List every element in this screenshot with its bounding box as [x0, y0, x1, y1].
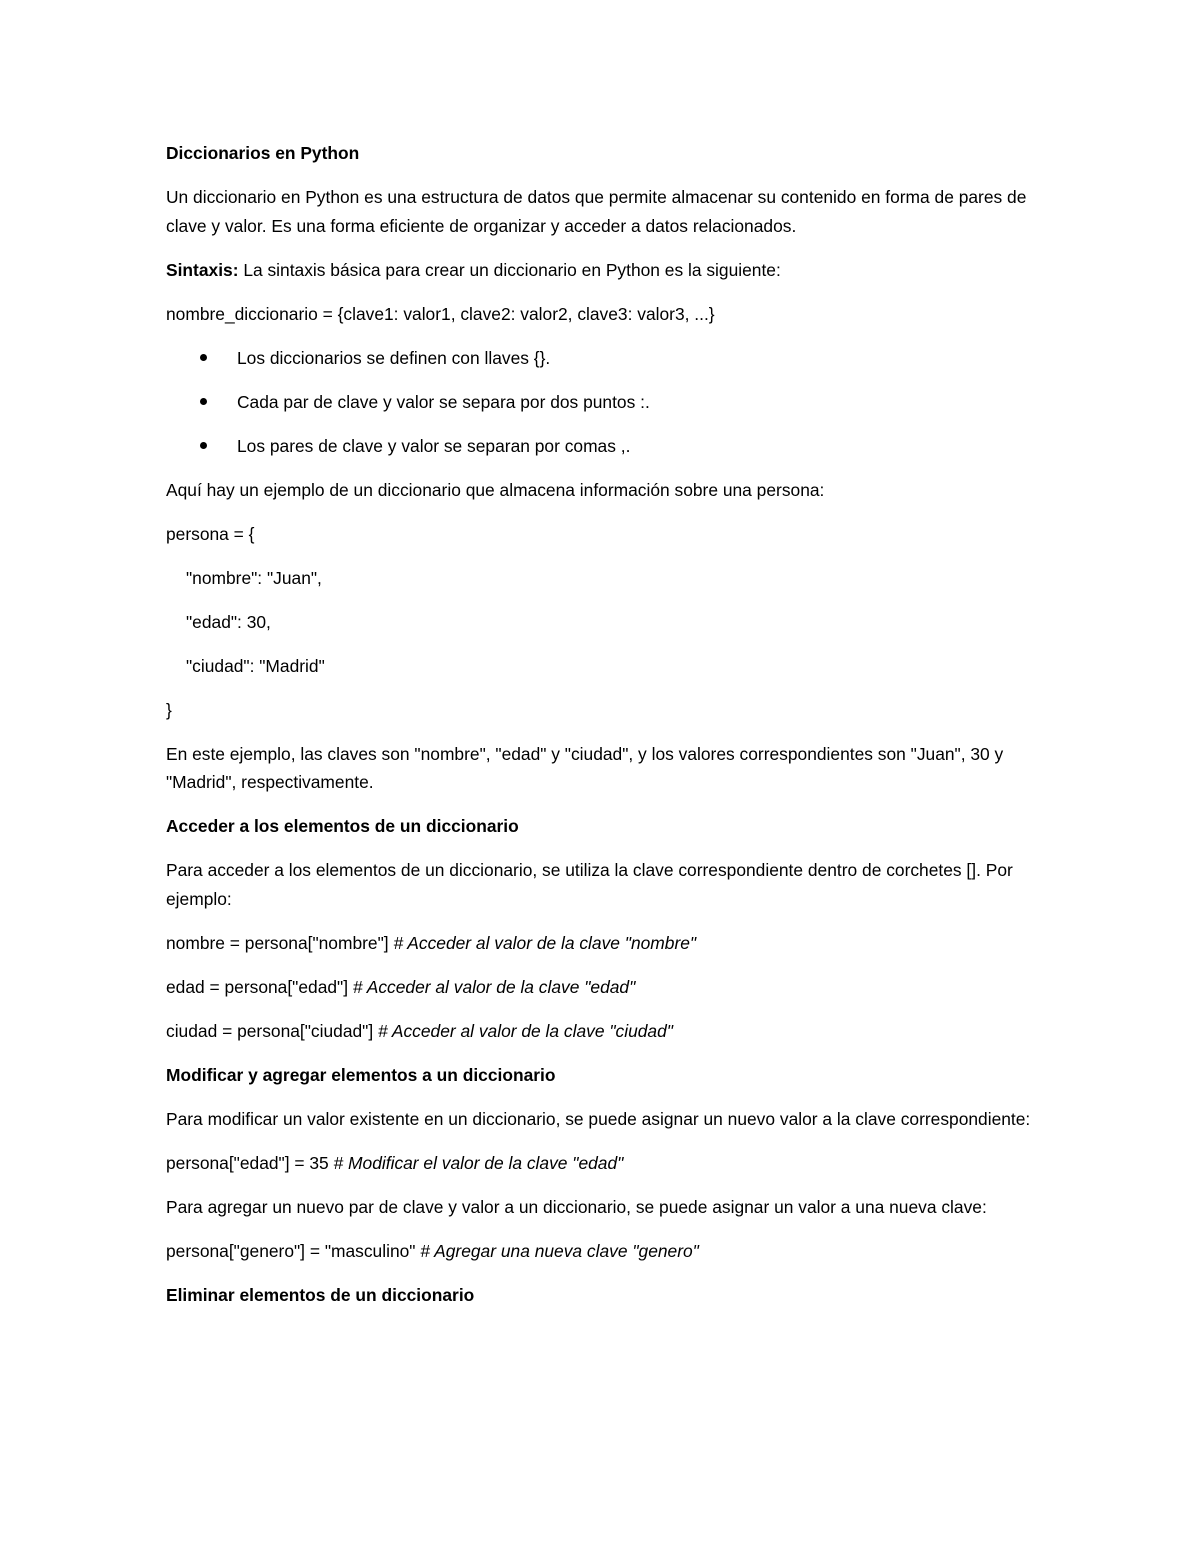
modify-paragraph: Para modificar un valor existente en un diccionario, se puede asignar un nuevo valor a la clave correspondiente: — [166, 1108, 1031, 1129]
add-code-line — [166, 1237, 1046, 1266]
bullet-icon — [200, 398, 207, 405]
example-explanation: En este ejemplo, las claves son "nombre", "edad" y "ciudad", y los valores correspondientes son "Juan", 30 y "Madrid", respectivamente. — [166, 743, 1004, 792]
code-comment: # Acceder al valor de la clave "nombre" — [393, 932, 697, 953]
example-code-line: "nombre": "Juan", — [186, 567, 322, 588]
intro-paragraph: Un diccionario en Python es una estructura de datos que permite almacenar su contenido en forma de pares de clave y valor. Es una forma eficiente de organizar y acceder a datos relacionados. — [166, 187, 1027, 236]
bullet-icon — [200, 354, 207, 361]
add-paragraph: Para agregar un nuevo par de clave y valor a un diccionario, se puede asignar un valor a una nueva clave: — [166, 1196, 987, 1217]
code-comment: # Acceder al valor de la clave "edad" — [352, 976, 636, 997]
code-comment: # Acceder al valor de la clave "ciudad" — [378, 1020, 673, 1041]
modify-code-line — [166, 1149, 1046, 1178]
syntax-text: La sintaxis básica para crear un diccionario en Python es la siguiente: — [238, 259, 781, 280]
list-item-text: Los diccionarios se definen con llaves {}. — [237, 347, 551, 368]
code-comment: # Agregar una nueva clave "genero" — [420, 1240, 699, 1261]
delete-heading: Eliminar elementos de un diccionario — [166, 1284, 475, 1305]
document-body — [166, 139, 1046, 1325]
modify-heading: Modificar y agregar elementos a un diccionario — [166, 1064, 556, 1085]
bullet-icon — [200, 442, 207, 449]
code-text: persona["edad"] = 35 — [166, 1152, 334, 1173]
access-heading: Acceder a los elementos de un diccionario — [166, 816, 519, 836]
example-intro: Aquí hay un ejemplo de un diccionario que almacena información sobre una persona: — [166, 479, 825, 500]
example-code-line: } — [166, 699, 172, 720]
access-code-line — [166, 1017, 1046, 1046]
code-text: ciudad = persona["ciudad"] — [166, 1020, 378, 1041]
code-comment: # Modificar el valor de la clave "edad" — [333, 1152, 624, 1173]
list-item — [166, 432, 1046, 461]
syntax-paragraph — [166, 256, 1046, 285]
access-paragraph: Para acceder a los elementos de un diccionario, se utiliza la clave correspondiente dentro de corchetes []. Por ejemplo: — [166, 860, 1013, 909]
example-code-line: persona = { — [166, 523, 255, 544]
list-item-text: Los pares de clave y valor se separan por comas ,. — [237, 435, 631, 456]
access-code-line — [166, 929, 1046, 958]
syntax-code: nombre_diccionario = {clave1: valor1, clave2: valor2, clave3: valor3, ...} — [166, 303, 715, 324]
document-title: Diccionarios en Python — [166, 143, 360, 163]
syntax-bullet-list — [166, 344, 1046, 461]
example-code-line: "edad": 30, — [186, 611, 271, 632]
list-item — [166, 388, 1046, 417]
list-item — [166, 344, 1046, 373]
syntax-label: Sintaxis: — [166, 259, 239, 280]
list-item-text: Cada par de clave y valor se separa por dos puntos :. — [237, 391, 650, 412]
example-code-line: "ciudad": "Madrid" — [186, 655, 325, 676]
access-code-line — [166, 973, 1046, 1002]
code-text: edad = persona["edad"] — [166, 976, 353, 997]
code-text: persona["genero"] = "masculino" — [166, 1240, 421, 1261]
code-text: nombre = persona["nombre"] — [166, 932, 394, 953]
